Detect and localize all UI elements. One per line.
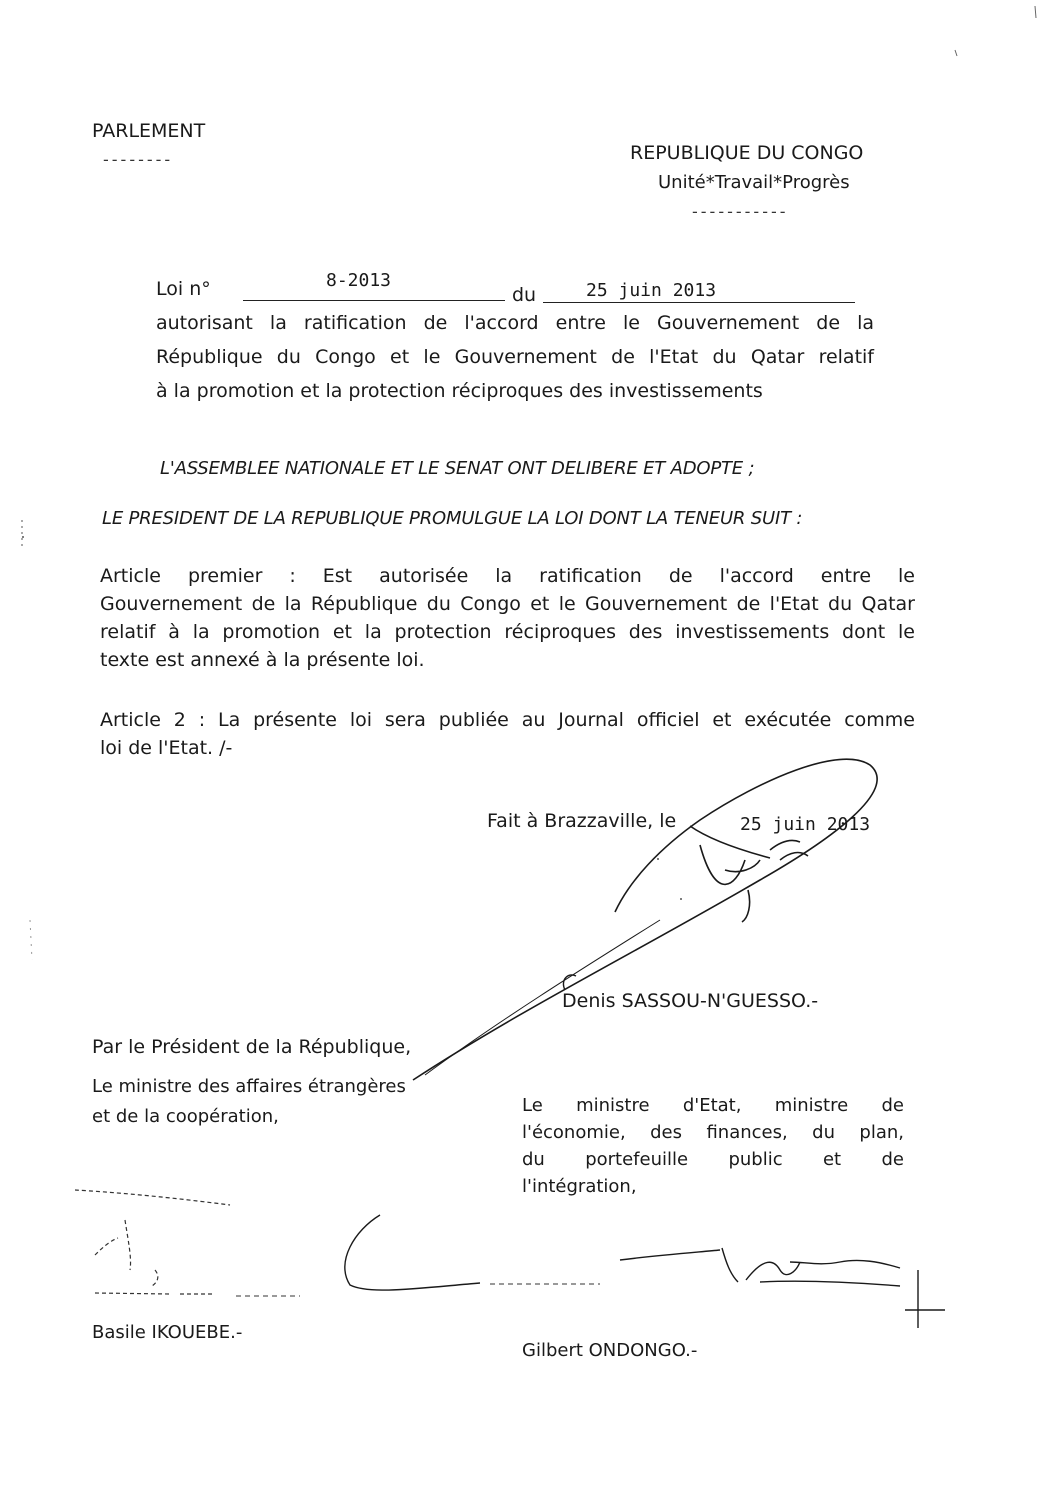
law-date: 25 juin 2013	[586, 280, 717, 301]
date-underline	[543, 302, 855, 303]
article-1-line: Article premier : Est autorisée la ratification de l'accord entre le	[100, 565, 915, 587]
minister-right-name: Gilbert ONDONGO.-	[522, 1340, 698, 1361]
law-number-label: Loi n°	[156, 278, 211, 300]
minister-left-title-line: Le ministre des affaires étrangères	[92, 1076, 406, 1097]
article-1	[100, 562, 915, 674]
left-separator: --------	[103, 150, 174, 169]
assembly-statement: L'ASSEMBLEE NATIONALE ET LE SENAT ONT DELIBERE ET ADOPTE ;	[160, 458, 755, 479]
law-subject	[156, 306, 874, 408]
law-subject-line: à la promotion et la protection réciproques des investissements	[156, 380, 763, 402]
date-label: du	[512, 284, 537, 306]
article-2	[100, 706, 915, 762]
minister-left-name: Basile IKOUEBE.-	[92, 1322, 243, 1343]
minister-right-title-line: l'intégration,	[522, 1176, 637, 1197]
right-minister-signature	[345, 1215, 945, 1328]
by-president-line: Par le Président de la République,	[92, 1036, 412, 1058]
scan-speck	[680, 898, 682, 900]
law-number: 8-2013	[326, 270, 392, 291]
article-1-line: relatif à la promotion et la protection réciproques des investissements dont le	[100, 621, 915, 643]
article-1-line: texte est annexé à la présente loi.	[100, 649, 425, 671]
law-subject-line: autorisant la ratification de l'accord entre le Gouvernement de la	[156, 312, 874, 334]
scan-speck	[22, 536, 24, 538]
republic-heading: REPUBLIQUE DU CONGO	[630, 142, 864, 164]
law-subject-line: République du Congo et le Gouvernement de l'Etat du Qatar relatif	[156, 346, 874, 368]
minister-right-title-line: du portefeuille public et de	[522, 1149, 904, 1170]
article-2-line: Article 2 : La présente loi sera publiée au Journal officiel et exécutée comme	[100, 709, 915, 731]
national-motto: Unité*Travail*Progrès	[658, 172, 850, 193]
minister-right-title-line: l'économie, des finances, du plan,	[522, 1122, 904, 1143]
minister-left-title-line: et de la coopération,	[92, 1106, 279, 1127]
article-2-line: loi de l'Etat. /-	[100, 737, 233, 759]
scan-speck	[657, 858, 659, 860]
parliament-heading: PARLEMENT	[92, 120, 206, 142]
article-1-line: Gouvernement de la République du Congo et le Gouvernement de l'Etat du Qatar	[100, 593, 915, 615]
minister-left-title	[92, 1072, 406, 1132]
president-name: Denis SASSOU-N'GUESSO.-	[562, 990, 819, 1012]
place-date-label: Fait à Brazzaville, le	[487, 810, 677, 832]
minister-right-title	[522, 1092, 904, 1200]
left-minister-signature	[75, 1190, 230, 1294]
president-signature	[413, 759, 877, 1080]
minister-right-title-line: Le ministre d'Etat, ministre de	[522, 1095, 904, 1116]
right-separator: -----------	[692, 202, 789, 221]
president-statement: LE PRESIDENT DE LA REPUBLIQUE PROMULGUE LA LOI DONT LA TENEUR SUIT :	[102, 508, 803, 529]
law-number-underline	[243, 300, 505, 301]
signing-date: 25 juin 2013	[740, 814, 871, 835]
